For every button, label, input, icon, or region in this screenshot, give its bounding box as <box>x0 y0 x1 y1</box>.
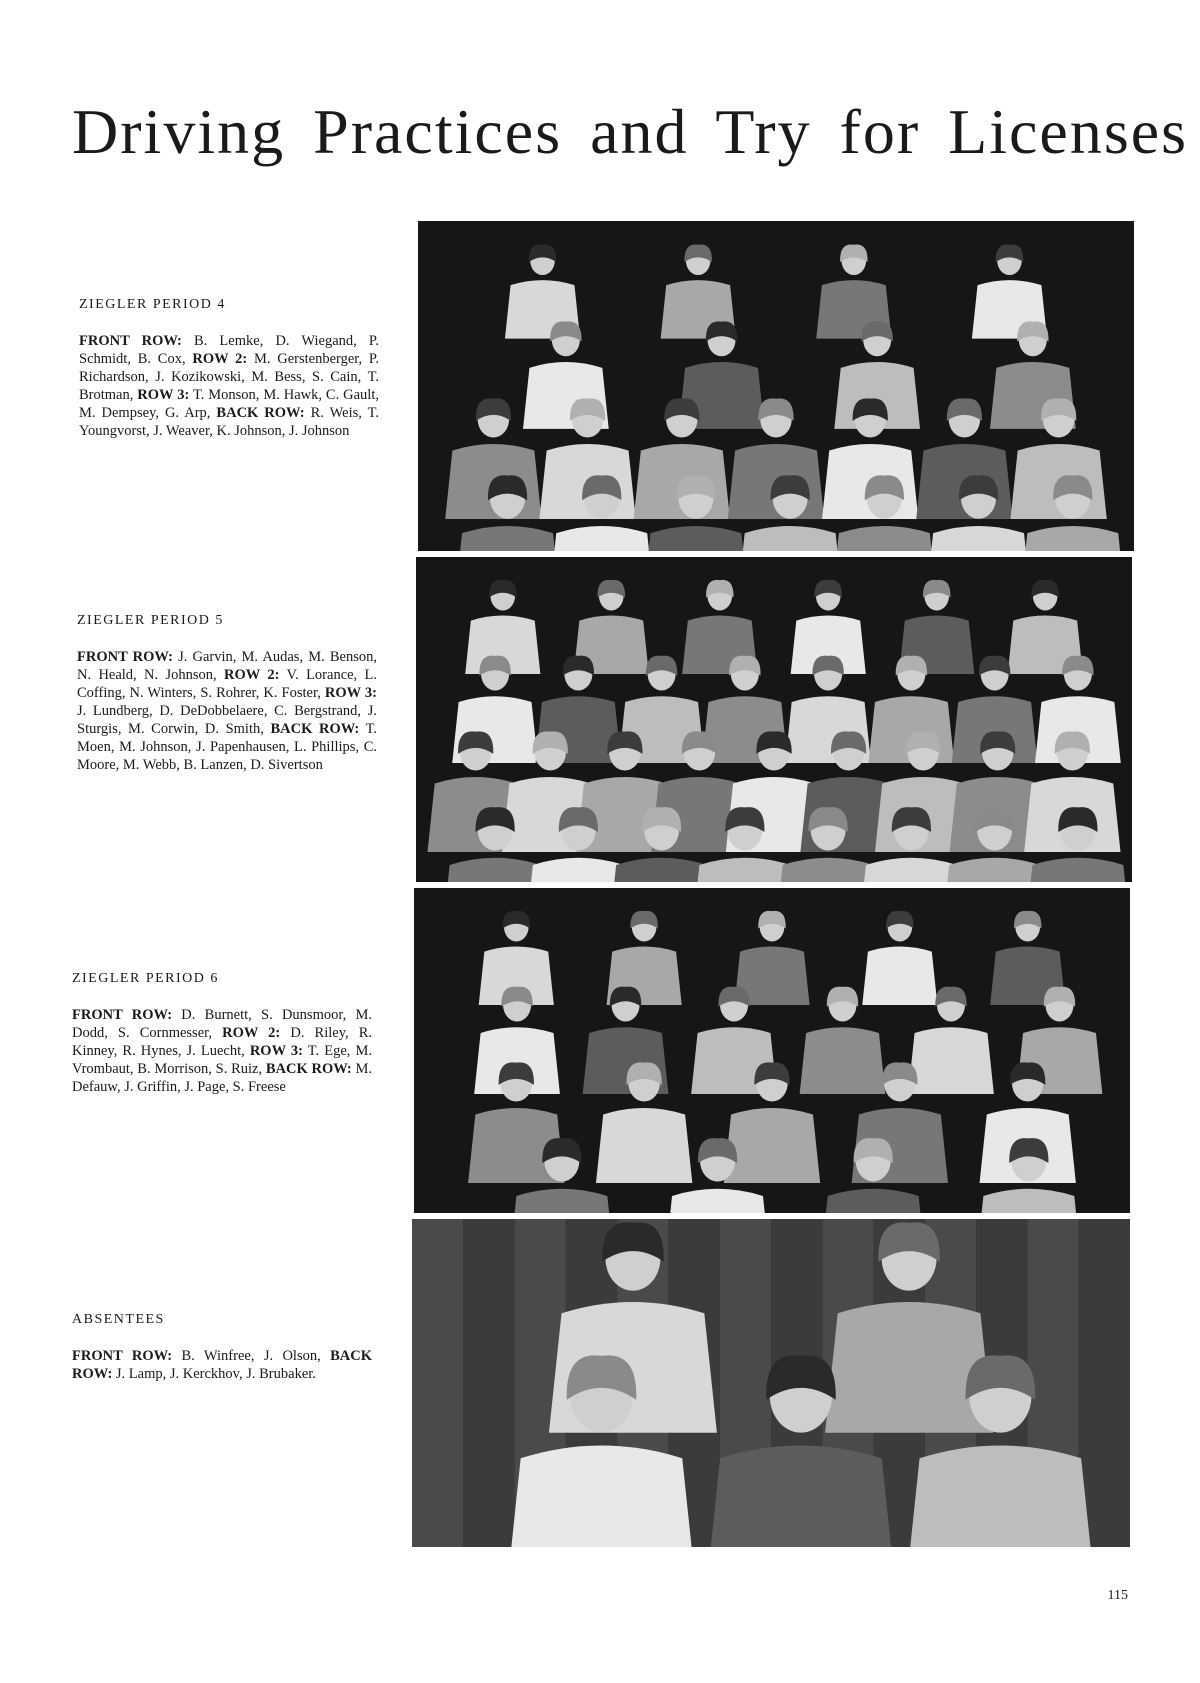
curtain-fold <box>412 1219 463 1547</box>
person-body <box>862 947 937 1006</box>
curtain-fold <box>463 1219 514 1547</box>
caption-heading: ZIEGLER PERIOD 5 <box>77 613 224 628</box>
person-body <box>724 1108 820 1183</box>
caption-names <box>72 1347 372 1383</box>
row-names: T. Moen, M. Johnson, J. Papenhausen, L. Phillips, C. Moore, M. Webb, B. Lanzen, D. Sivertson <box>77 721 378 773</box>
row-names: M. Gerstenberger, P. Richardson, J. Kozikowski, M. Bess, S. Cain, T. Brotman, <box>79 351 379 403</box>
row-names: B. Winfree, J. Olson, <box>181 1348 321 1364</box>
caption-period-6 <box>72 970 372 1096</box>
row-label: FRONT ROW: <box>72 1007 173 1023</box>
row-names: J. Lamp, J. Kerckhov, J. Brubaker. <box>115 1366 316 1382</box>
person-body <box>905 1445 1095 1547</box>
row-names: D. Riley, R. Kinney, R. Hynes, J. Luecht, <box>72 1025 373 1059</box>
row-label: FRONT ROW: <box>72 1348 173 1364</box>
row-label: FRONT ROW: <box>79 333 182 349</box>
person-body <box>706 1445 896 1547</box>
row-label: BACK ROW: <box>72 1348 373 1382</box>
group-photo-image <box>414 888 1130 1213</box>
class-photo-period-6 <box>414 888 1130 1213</box>
person-body <box>506 1445 696 1547</box>
page-number: 115 <box>1107 1588 1128 1603</box>
caption-absentees <box>72 1311 372 1383</box>
class-photo-period-4 <box>418 221 1134 551</box>
class-photo-period-5 <box>416 557 1132 882</box>
row-label: BACK ROW: <box>265 1061 352 1077</box>
curtain-fold <box>1079 1219 1130 1547</box>
absentees-photo <box>412 1219 1130 1547</box>
person-body <box>596 1108 692 1183</box>
row-names: V. Lorance, L. Coffing, N. Winters, S. Rohrer, K. Foster, <box>77 667 378 701</box>
row-names: T. Monson, M. Hawk, C. Gault, M. Dempsey, G. Arp, <box>79 387 379 421</box>
caption-names <box>79 332 379 440</box>
row-label: BACK ROW: <box>216 405 305 421</box>
row-names: D. Burnett, S. Dunsmoor, M. Dodd, S. Cornmesser, <box>72 1007 373 1041</box>
row-names: J. Lundberg, D. DeDobbelaere, C. Bergstrand, J. Sturgis, M. Corwin, D. Smith, <box>77 703 377 737</box>
row-label: ROW 3: <box>137 387 190 403</box>
person-body <box>825 1302 993 1433</box>
page-title: Driving Practices and Try for Licenses <box>72 96 1189 167</box>
row-names: T. Ege, M. Vrombaut, B. Morrison, S. Ruiz, <box>72 1043 373 1077</box>
group-photo-image <box>418 221 1134 551</box>
row-label: ROW 2: <box>192 351 248 367</box>
row-label: ROW 2: <box>222 1025 281 1041</box>
row-label: BACK ROW: <box>270 721 360 737</box>
row-names: R. Weis, T. Youngvorst, J. Weaver, K. Johnson, J. Johnson <box>79 405 380 439</box>
row-names: M. Defauw, J. Griffin, J. Page, S. Freese <box>72 1061 373 1095</box>
row-names: J. Garvin, M. Audas, M. Benson, N. Heald, N. Johnson, <box>77 649 377 683</box>
group-photo-image <box>416 557 1132 882</box>
caption-heading: ZIEGLER PERIOD 6 <box>72 971 219 986</box>
group-photo-image <box>412 1219 1130 1547</box>
row-label: FRONT ROW: <box>77 649 173 665</box>
caption-period-5 <box>77 612 377 774</box>
row-label: ROW 2: <box>223 667 280 683</box>
caption-heading: ZIEGLER PERIOD 4 <box>79 297 226 312</box>
caption-period-4 <box>79 296 379 440</box>
caption-heading: ABSENTEES <box>72 1312 165 1327</box>
row-label: ROW 3: <box>249 1043 303 1059</box>
caption-names <box>77 648 377 774</box>
person-body <box>800 1027 886 1094</box>
row-label: ROW 3: <box>324 685 378 701</box>
row-names: B. Lemke, D. Wiegand, P. Schmidt, B. Cox, <box>79 333 379 367</box>
person-body <box>908 1027 994 1094</box>
caption-names <box>72 1006 372 1096</box>
